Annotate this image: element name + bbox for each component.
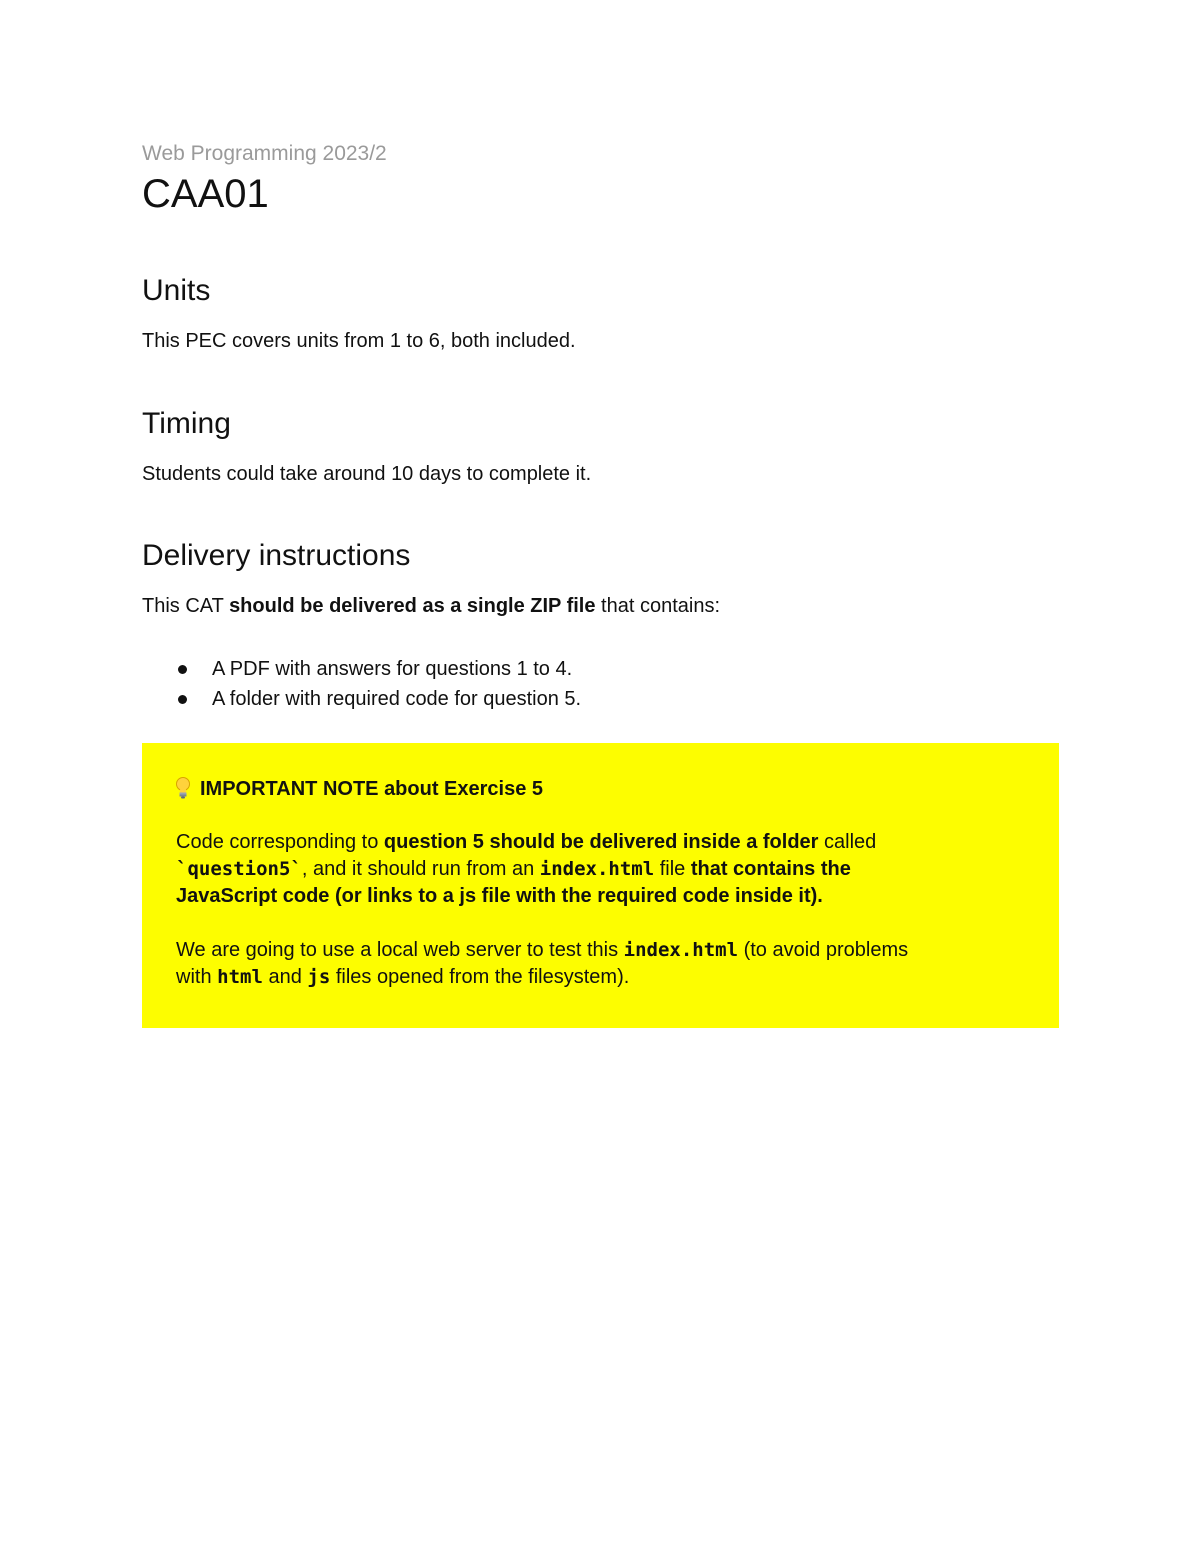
units-heading: Units	[142, 274, 211, 307]
delivery-intro	[142, 595, 720, 618]
inline-code: `question5`	[176, 858, 302, 880]
note-text: Code corresponding to	[176, 831, 384, 853]
course-subtitle: Web Programming 2023/2	[142, 142, 387, 165]
note-text: files opened from the filesystem).	[330, 966, 630, 988]
note-bold-text: JavaScript code (or links to a js file with the required code inside it)	[176, 885, 818, 907]
delivery-intro-prefix: This CAT	[142, 595, 230, 617]
bullet-icon	[178, 665, 187, 674]
note-text: with	[176, 966, 218, 988]
note-bold-text: .	[817, 885, 823, 907]
note-paragraph-1	[176, 829, 1036, 910]
note-bold-text: that contains the	[690, 858, 851, 880]
inline-code: html	[217, 966, 263, 988]
note-text: (to avoid problems	[738, 939, 909, 961]
delivery-intro-suffix: that contains:	[595, 595, 721, 617]
note-title	[176, 777, 543, 801]
important-note-callout	[142, 743, 1059, 1028]
lightbulb-icon	[176, 777, 190, 799]
delivery-intro-bold: should be delivered as a single ZIP file	[229, 595, 596, 617]
units-text: This PEC covers units from 1 to 6, both included.	[142, 330, 576, 352]
delivery-heading: Delivery instructions	[142, 539, 411, 572]
note-bold-text: question 5 should be delivered inside a folder	[383, 831, 819, 853]
note-text: , and it should run from an	[301, 858, 540, 880]
list-item-text: A folder with required code for question 5.	[212, 688, 582, 710]
page-title: CAA01	[142, 172, 269, 216]
timing-heading: Timing	[142, 407, 231, 440]
inline-code: js	[307, 966, 331, 988]
note-text: file	[654, 858, 691, 880]
note-text: called	[818, 831, 877, 853]
list-item-text: A PDF with answers for questions 1 to 4.	[212, 658, 573, 680]
inline-code: index.html	[623, 939, 739, 961]
bullet-icon	[178, 695, 187, 704]
note-title-text: IMPORTANT NOTE about Exercise 5	[200, 778, 544, 800]
note-text: and	[262, 966, 308, 988]
list-item	[142, 654, 581, 684]
inline-code: index.html	[539, 858, 655, 880]
list-item	[142, 684, 581, 714]
note-paragraph-2	[176, 937, 1036, 991]
note-text: We are going to use a local web server to test this	[176, 939, 624, 961]
delivery-list	[142, 654, 581, 714]
timing-text: Students could take around 10 days to complete it.	[142, 463, 592, 485]
